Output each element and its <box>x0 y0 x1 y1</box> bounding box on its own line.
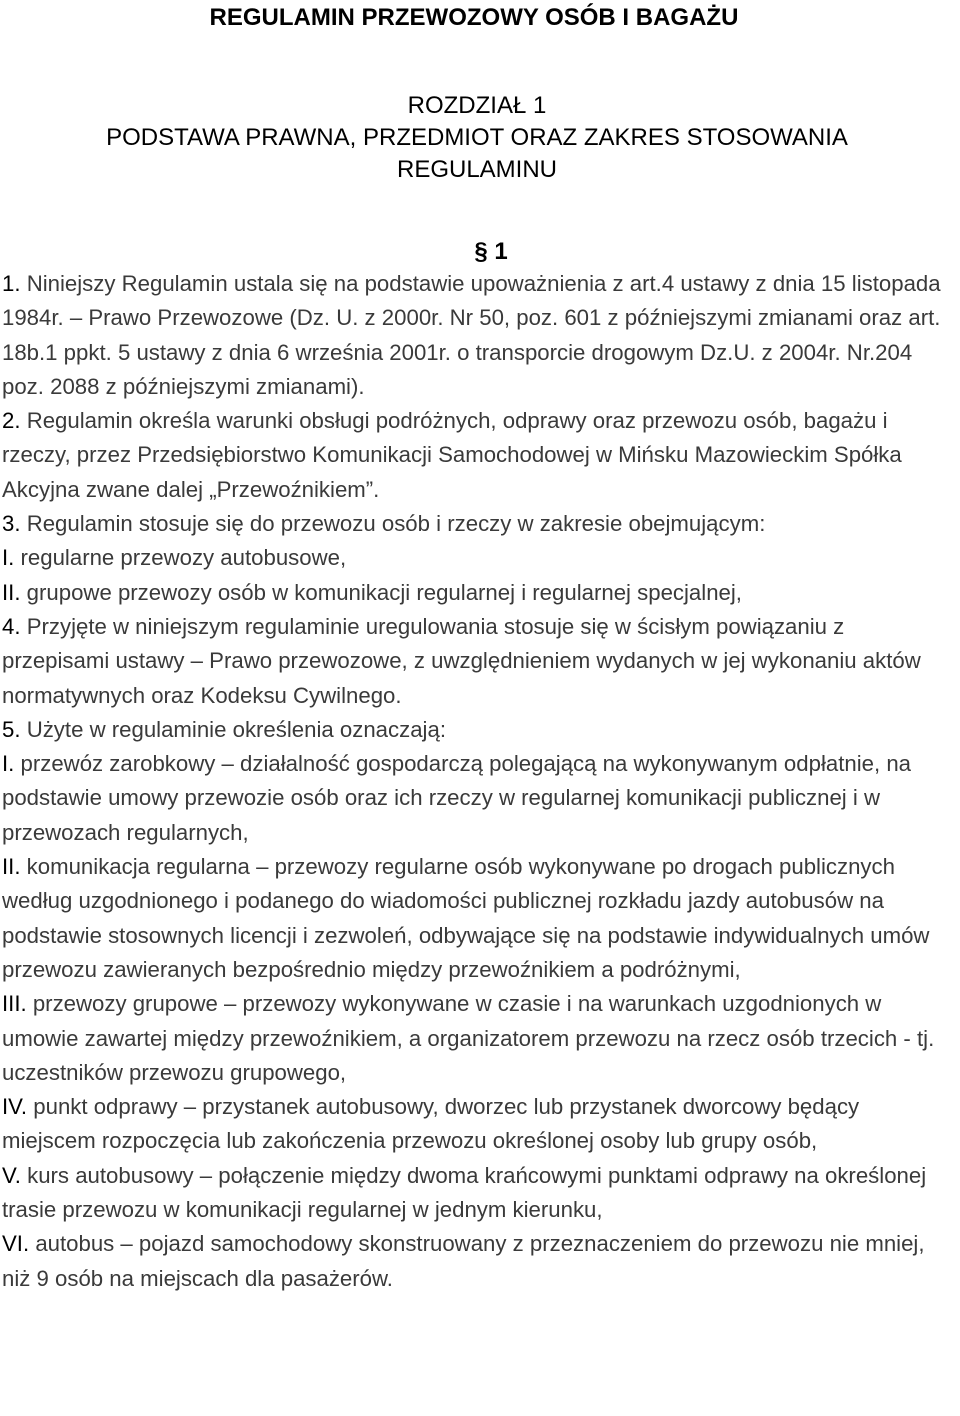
list-item-text: regularne przewozy autobusowe, <box>20 545 347 571</box>
definition-number: V. <box>2 1162 21 1188</box>
list-item <box>2 576 952 610</box>
paragraph <box>2 404 952 507</box>
definition-item <box>2 747 952 850</box>
paragraph <box>2 610 952 713</box>
list-item-text: grupowe przewozy osób w komunikacji regularnej i regularnej specjalnej, <box>26 579 742 605</box>
definition-number: VI. <box>2 1231 30 1257</box>
paragraph <box>2 267 952 404</box>
list-item <box>2 541 952 575</box>
definition-text: przewozy grupowe – przewozy wykonywane w czasie i na warunkach uzgodnionych w umowie zawartej między przewoźnikiem, a organizatorem przewozu na rzecz osób trzecich - tj. uczestników przewozu grupowego, <box>2 991 935 1085</box>
paragraph-number: 4. <box>2 613 21 639</box>
definition-number: IV. <box>2 1094 28 1120</box>
chapter-number: ROZDZIAŁ 1 <box>407 92 547 119</box>
chapter-title-line2: REGULAMINU <box>396 156 558 183</box>
paragraph-number: 5. <box>2 716 21 742</box>
paragraph-text: Niniejszy Regulamin ustala się na podstawie upoważnienia z art.4 ustawy z dnia 15 listopada 1984r. – Prawo Przewozowe (Dz. U. z 2000r. Nr 50, poz. 601 z późniejszymi zmianami oraz art. 18b.1 ppkt. 5 ustawy z dnia 6 września 2001r. o transporcie drogowym Dz.U. z 2004r. Nr.204 poz. 2088 z późniejszymi zmianami). <box>2 271 941 399</box>
paragraph-text: Użyte w regulaminie określenia oznaczają: <box>26 716 446 742</box>
definition-text: przewóz zarobkowy – działalność gospodarczą polegającą na wykonywanym odpłatnie, na podstawie umowy przewozie osób oraz ich rzeczy w regularnej komunikacji publicznej i w przewozach regularnych, <box>2 751 911 845</box>
paragraph-number: 1. <box>2 271 21 296</box>
paragraph <box>2 713 952 747</box>
list-item-number: I. <box>2 545 15 571</box>
paragraph <box>2 507 952 541</box>
paragraph-number: 2. <box>2 408 21 434</box>
definition-item <box>2 987 952 1090</box>
paragraph-text: Przyjęte w niniejszym regulaminie uregulowania stosuje się w ścisłym powiązaniu z przepisami ustawy – Prawo przewozowe, z uwzględnieniem wydanych w jej wykonaniu aktów normatywnych oraz Kodeksu Cywilnego. <box>2 613 921 708</box>
definition-item <box>2 850 952 987</box>
chapter-title-line1: PODSTAWA PRAWNA, PRZEDMIOT ORAZ ZAKRES STOSOWANIA <box>106 124 848 151</box>
list-item-number: II. <box>2 579 21 605</box>
definition-number: I. <box>2 751 15 777</box>
paragraph-text: Regulamin określa warunki obsługi podróżnych, odprawy oraz przewozu osób, bagażu i rzeczy, przez Przedsiębiorstwo Komunikacji Samochodowej w Mińsku Mazowieckim Spółka Akcyjna zwane dalej „Przewoźnikiem”. <box>2 408 902 502</box>
definition-number: III. <box>2 991 27 1017</box>
paragraph-text: Regulamin stosuje się do przewozu osób i rzeczy w zakresie obejmującym: <box>26 511 766 537</box>
definition-item <box>2 1227 952 1296</box>
document-title: REGULAMIN PRZEWOZOWY OSÓB I BAGAŻU <box>209 4 739 31</box>
definition-text: komunikacja regularna – przewozy regularne osób wykonywane po drogach publicznych według uzgodnionego i podanego do wiadomości publicznej rozkładu jazdy autobusów na podstawie stosownych licencji i zezwoleń, odbywające się na podstawie indywidualnych umów przewozu zawieranych bezpośrednio między przewoźnikiem a podróżnymi, <box>2 854 930 982</box>
definition-text: autobus – pojazd samochodowy skonstruowany z przeznaczeniem do przewozu nie mniej, niż 9 osób na miejscach dla pasażerów. <box>2 1231 925 1291</box>
definition-number: II. <box>2 854 21 880</box>
definition-text: punkt odprawy – przystanek autobusowy, dworzec lub przystanek dworcowy będący miejscem rozpoczęcia lub zakończenia przewozu określonej osoby lub grupy osób, <box>2 1094 860 1154</box>
definition-item <box>2 1159 952 1228</box>
definition-text: kurs autobusowy – połączenie między dwoma krańcowymi punktami odprawy na określonej trasie przewozu w komunikacji regularnej w jednym kierunku, <box>2 1162 927 1223</box>
document-body <box>2 267 952 1296</box>
paragraph-number: 3. <box>2 511 21 537</box>
section-mark: § 1 <box>474 238 508 265</box>
chapter-heading <box>2 90 952 186</box>
definition-item <box>2 1090 952 1159</box>
